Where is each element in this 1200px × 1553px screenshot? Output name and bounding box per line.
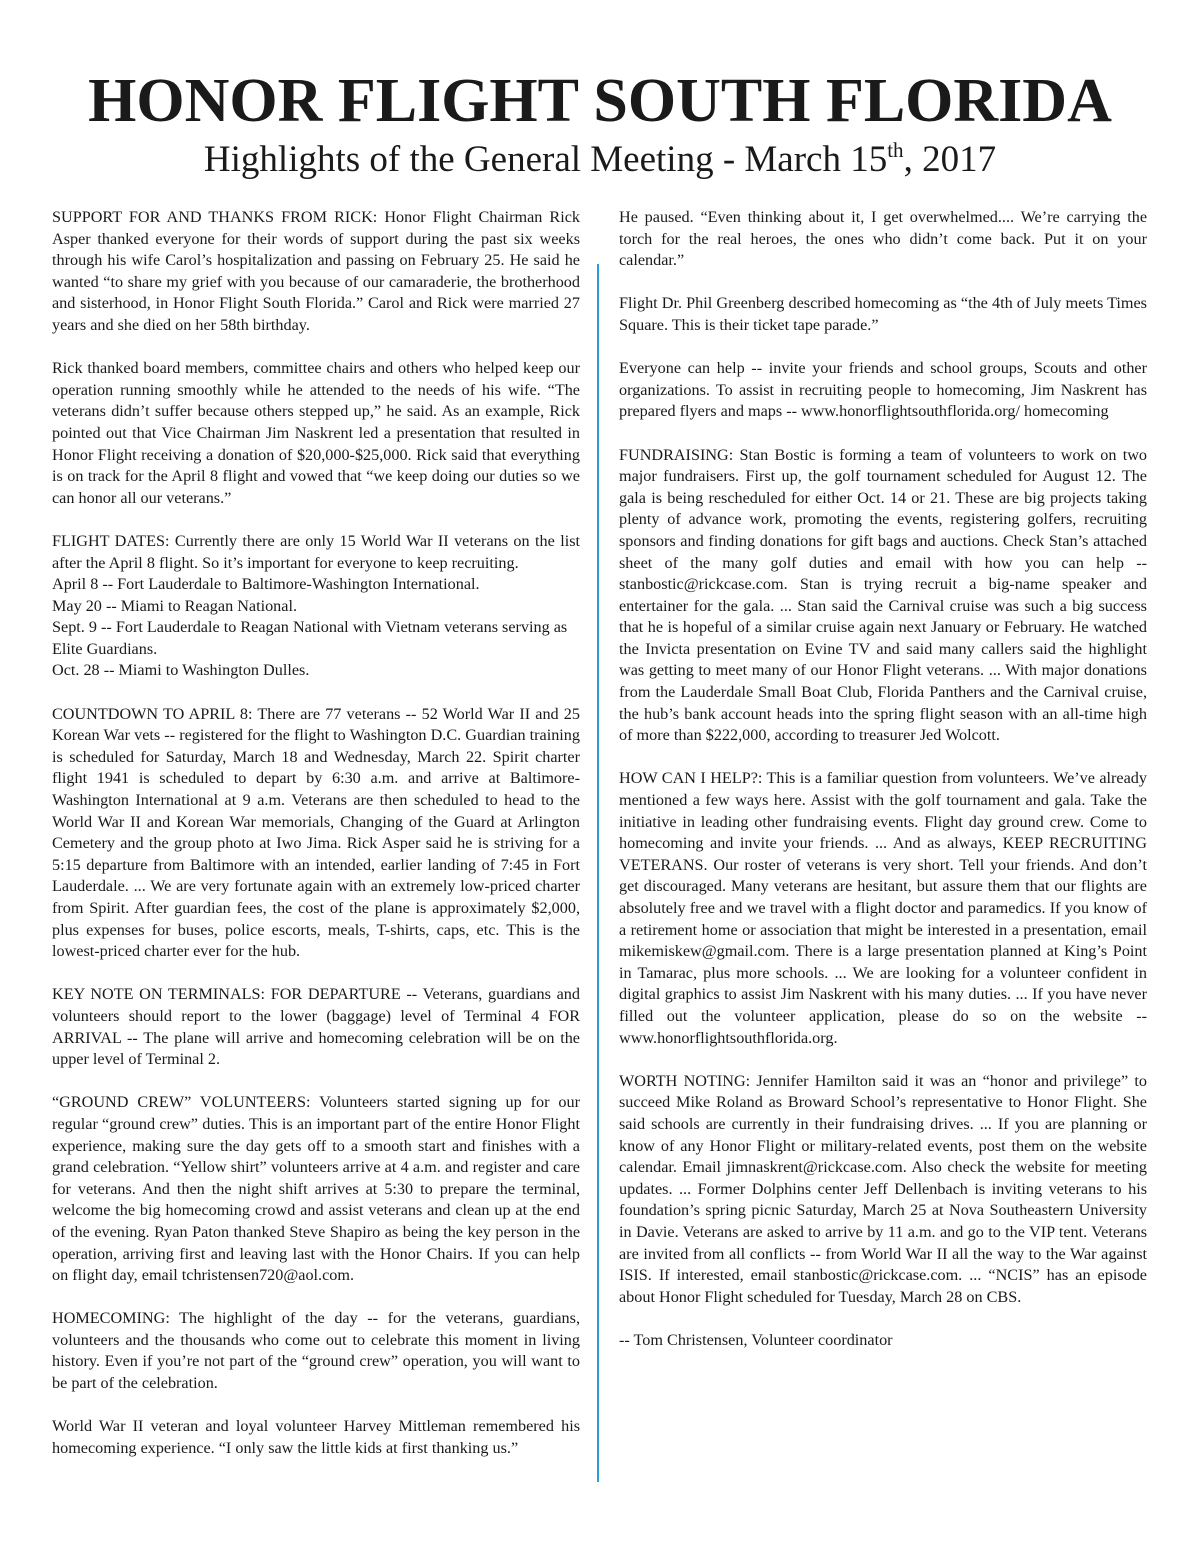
page-title: HONOR FLIGHT SOUTH FLORIDA: [88, 67, 1112, 135]
left-column: [52, 207, 580, 1481]
paragraph-ground-crew: “GROUND CREW” VOLUNTEERS: Volunteers started signing up for our regular “ground crew” duties. This is an important part of the entire Honor Flight experience, making sure the day gets off to a smooth start and finishes with a grand celebration. “Yellow shirt” volunteers arrive at 4 a.m. and register and care for veterans. And then the night shift arrives at 5:30 to prepare the terminal, welcome the big homecoming crowd and assist veterans and clean up at the end of the evening. Ryan Paton thanked Steve Shapiro as being the key person in the operation, arriving first and leaving last with the Honor Chairs. If you can help on flight day, email tchristensen720@aol.com.: [52, 1093, 580, 1285]
flight-date-item: April 8 -- Fort Lauderdale to Baltimore-Washington International.: [52, 575, 480, 594]
subtitle-year: , 2017: [903, 139, 997, 180]
paragraph-thanks: Rick thanked board members, committee chairs and others who helped keep our operation running smoothly while he attended to the needs of his wife. “The veterans didn’t suffer because others stepped up,” he said. As an example, Rick pointed out that Vice Chairman Jim Naskrent led a presentation that resulted in Honor Flight receiving a donation of $20,000-$25,000. Rick said that everything is on track for the April 8 flight and vowed that “we keep doing our duties so we can honor all our veterans.”: [52, 359, 580, 507]
signature: -- Tom Christensen, Volunteer coordinator: [619, 1330, 893, 1349]
paragraph-support: SUPPORT FOR AND THANKS FROM RICK: Honor Flight Chairman Rick Asper thanked everyone for their words of support during the past six weeks through his wife Carol’s hospitalization and passing on February 25. He said he wanted “to share my grief with you because of our camaraderie, the brotherhood and sisterhood, in Honor Flight South Florida.” Carol and Rick were married 27 years and she died on her 58th birthday.: [52, 208, 580, 334]
paragraph-paused: He paused. “Even thinking about it, I get overwhelmed.... We’re carrying the torch for the real heroes, the ones who didn’t come back. Put it on your calendar.”: [619, 208, 1147, 270]
subtitle-superscript: th: [887, 138, 904, 162]
paragraph-harvey: World War II veteran and loyal volunteer Harvey Mittleman remembered his homecoming experience. “I only saw the little kids at first thanking us.”: [52, 1417, 580, 1457]
subtitle-main: Highlights of the General Meeting - March 15: [203, 139, 888, 180]
page-subtitle: [0, 138, 1200, 182]
paragraph-greenberg: Flight Dr. Phil Greenberg described homecoming as “the 4th of July meets Times Square. This is their ticket tape parade.”: [619, 294, 1147, 334]
flight-dates-intro: FLIGHT DATES: Currently there are only 15 World War II veterans on the list after the April 8 flight. So it’s important for everyone to keep recruiting.: [52, 531, 580, 572]
paragraph-everyone: Everyone can help -- invite your friends and school groups, Scouts and other organizations. To assist in recruiting people to homecoming, Jim Naskrent has prepared flyers and maps -- www.honorflightsouthflorida.org/ homecoming: [619, 359, 1147, 421]
column-divider: [597, 264, 599, 1482]
flight-date-item: Oct. 28 -- Miami to Washington Dulles.: [52, 661, 310, 680]
paragraph-countdown: COUNTDOWN TO APRIL 8: There are 77 veterans -- 52 World War II and 25 Korean War vets -- registered for the flight to Washington D.C. Guardian training is scheduled for Saturday, March 18 and Wednesday, March 22. Spirit charter flight 1941 is scheduled to depart by 6:30 a.m. and arrive at Baltimore-Washington International at 9 a.m. Veterans are then scheduled to head to the World War II and Korean War memorials, Changing of the Guard at Arlington Cemetery and the group photo at Iwo Jima. Rick Asper said he is striving for a 5:15 departure from Baltimore with an intended, earlier landing of 7:45 in Fort Lauderdale. ... We are very fortunate again with an extremely low-priced charter from Spirit. After guardian fees, the cost of the plane is approximately $2,000, plus expenses for buses, police escorts, meals, T-shirts, caps, etc. This is the lowest-priced charter ever for the hub.: [52, 704, 580, 961]
paragraph-worth-noting: WORTH NOTING: Jennifer Hamilton said it was an “honor and privilege” to succeed Mike Roland as Broward School’s representative to Honor Flight. She said schools are currently in their fundraising drives. ... If you are planning or know of any Honor Flight or military-related events, post them on the website calendar. Email jimnaskrent@rickcase.com. Also check the website for meeting updates. ... Former Dolphins center Jeff Dellenbach is inviting veterans to his foundation’s spring picnic Saturday, March 25 at Nova Southeastern University in Davie. Veterans are asked to arrive by 11 a.m. and go to the VIP tent. Veterans are invited from all conflicts -- from World War II all the way to the War against ISIS. If interested, email stanbostic@rickcase.com. ... “NCIS” has an episode about Honor Flight scheduled for Tuesday, March 28 on CBS.: [619, 1071, 1147, 1306]
masthead: [0, 66, 1200, 182]
paragraph-homecoming: HOMECOMING: The highlight of the day -- for the veterans, guardians, volunteers and the thousands who come out to celebrate this moment in living history. Even if you’re not part of the “ground crew” operation, you will want to be part of the celebration.: [52, 1309, 580, 1393]
paragraph-flight-dates: [52, 531, 580, 682]
flight-date-item: May 20 -- Miami to Reagan National.: [52, 596, 298, 615]
paragraph-how-can-i-help: HOW CAN I HELP?: This is a familiar question from volunteers. We’ve already mentioned a few ways here. Assist with the golf tournament and gala. Take the initiative in leading other fundraising events. Flight day ground crew. Come to homecoming and invite your friends. ... And as always, KEEP RECRUITING VETERANS. Our roster of veterans is very short. Tell your friends. And don’t get discouraged. Many veterans are hesitant, but assure them that our flights are absolutely free and we travel with a flight doctor and paramedics. If you know of a retirement home or association that might be interested in a presentation, email mikemiskew@gmail.com. There is a large presentation planned at King’s Point in Tamarac, plus more schools. ... We are looking for a volunteer confident in digital graphics to assist Jim Naskrent with his many duties. ... If you have never filled out the volunteer application, please do so on the website -- www.honorflightsouthflorida.org.: [619, 769, 1147, 1047]
right-column: [619, 207, 1147, 1373]
paragraph-terminals: KEY NOTE ON TERMINALS: FOR DEPARTURE -- Veterans, guardians and volunteers should report to the lower (baggage) level of Terminal 4 FOR ARRIVAL -- The plane will arrive and homecoming celebration will be on the upper level of Terminal 2.: [52, 985, 580, 1069]
paragraph-fundraising: FUNDRAISING: Stan Bostic is forming a team of volunteers to work on two major fundraisers. First up, the golf tournament scheduled for August 12. The gala is being rescheduled for either Oct. 14 or 21. These are big projects taking plenty of advance work, promoting the events, registering golfers, recruiting sponsors and finding donations for gift bags and auctions. Check Stan’s attached sheet of the many golf duties and email with how you can help -- stanbostic@rickcase.com. Stan is trying recruit a big-name speaker and entertainer for the gala. ... Stan said the Carnival cruise was such a big success that he is hopeful of a similar cruise again next January or February. He watched the Invicta presentation on Evine TV and said many callers said the highlight was getting to meet many of our Honor Flight veterans. ... With major donations from the Lauderdale Small Boat Club, Florida Panthers and the Carnival cruise, the hub’s bank account heads into the spring flight season with an all-time high of more than $222,000, according to treasurer Jed Wolcott.: [619, 445, 1147, 745]
flight-date-item: Sept. 9 -- Fort Lauderdale to Reagan National with Vietnam veterans serving as Elite Guardians.: [52, 618, 568, 658]
